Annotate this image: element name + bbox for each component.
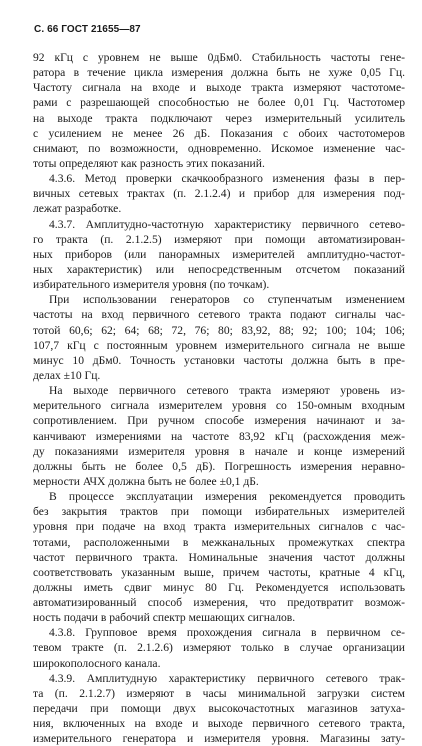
text-line: ратора в течение цикла измерения должна быть не хуже 0,05 Гц. xyxy=(33,66,405,80)
text-line: автоматизированный способ измерения, что предотвратит возмож- xyxy=(33,596,405,610)
text-line: тевом тракте (п. 2.1.2.6) измеряют только в случае организации xyxy=(33,641,405,655)
text-line: мерности АЧХ должна быть не более ±0,1 дБ. xyxy=(33,474,259,488)
text-line: При использовании генераторов со ступенчатым изменением xyxy=(49,293,405,307)
text-line: канчивают измерениями на частоте 83,92 кГц (расхождения меж- xyxy=(33,429,405,443)
text-line: должны быть не более 0,5 дБ). Погрешность измерения неравно- xyxy=(33,459,405,473)
page-header: С. 66 ГОСТ 21655—87 xyxy=(34,24,141,35)
text-line: ность подачи в рабочий спектр мешающих сигналов. xyxy=(33,611,296,625)
text-line: вичных сетевых трактах (п. 2.1.2.4) и прибор для измерения под- xyxy=(33,187,405,201)
text-line: лежат разработке. xyxy=(33,202,122,216)
text-line: частот первичного тракта. Номинальные значения частот должны xyxy=(33,550,405,564)
text-line: ных характеристик) или непосредственным отсчетом показаний xyxy=(33,262,405,276)
text-line: без закрытия трактов при помощи избирательных измерителей xyxy=(33,505,405,519)
text-line: тоты определяют как разность этих показаний. xyxy=(33,156,265,170)
text-line: соответствовать указанным выше, причем частоты, кратные 4 кГц, xyxy=(33,565,405,579)
document-body xyxy=(33,50,405,746)
text-line: та (п. 2.1.2.7) измеряют в часы минимальной загрузки систем xyxy=(33,686,405,700)
text-line: измерительного генератора и измерителя уровня. Магазины зату- xyxy=(33,732,405,746)
text-line: снимают, по возможности, одновременно. Искомое изменение час- xyxy=(33,141,405,155)
text-line: мерительного сигнала измерителем уровня со 150-омным входным xyxy=(33,399,405,413)
text-line: тотой 60,6; 62; 64; 68; 72, 76; 80; 83,92, 88; 92; 100; 104; 106; xyxy=(33,323,405,337)
text-line: делах ±10 Гц. xyxy=(33,368,101,382)
text-line: широкополосного канала. xyxy=(33,656,161,670)
text-line: Частоту сигнала на входе и выходе тракта измеряют частотоме- xyxy=(33,81,405,95)
text-line: частоты на вход первичного сетевого тракта подают сигналы час- xyxy=(33,308,405,322)
text-line: ния, включенных на входе и выходе первичного сетевого тракта, xyxy=(33,717,405,731)
text-line: должны иметь сдвиг минус 80 Гц. Рекомендуется использовать xyxy=(33,580,405,594)
text-line: 4.3.6. Метод проверки скачкообразного изменения фазы в пер- xyxy=(49,172,405,186)
text-line: 4.3.8. Групповое время прохождения сигнала в первичном се- xyxy=(49,626,405,640)
text-line: 4.3.7. Амплитудно-частотную характеристику первичного сетево- xyxy=(49,217,405,231)
text-line: с усилением не менее 26 дБ. Показания с обоих частотомеров xyxy=(33,126,405,140)
text-line: 4.3.9. Амплитудную характеристику первичного сетевого трак- xyxy=(49,671,405,685)
text-line: В процессе эксплуатации измерения рекомендуется проводить xyxy=(49,490,405,504)
text-line: 92 кГц с уровнем не выше 0дБм0. Стабильность частоты гене- xyxy=(33,51,405,64)
text-line: сопротивлением. При ручном способе измерения начинают и за- xyxy=(33,414,405,428)
text-line: передачи при помощи двух высокочастотных магазинов затуха- xyxy=(33,702,405,716)
text-line: рами с разрешающей способностью не более 0,01 Гц. Частотомер xyxy=(33,96,405,110)
text-line: На выходе первичного сетевого тракта измеряют уровень из- xyxy=(49,384,405,398)
text-line: на выходе тракта подключают через измерительный усилитель xyxy=(33,111,405,125)
text-line: го тракта (п. 2.1.2.5) измеряют при помощи автоматизирован- xyxy=(33,232,405,246)
text-line: ных приборов (или панорамных измерителей амплитудно-частот- xyxy=(33,247,405,261)
text-line: 107,7 кГц с постоянным уровнем измерительного сигнала не выше xyxy=(33,338,405,352)
text-line: ду показаниями измерителя уровня в начале и конце измерений xyxy=(33,444,405,458)
text-line: минус 10 дБм0. Точность установки частоты должна быть в пре- xyxy=(33,353,405,367)
text-line: избирательного измерителя уровня (по точкам). xyxy=(33,278,270,292)
text-line: тотами, расположенными в межканальных промежутках спектра xyxy=(33,535,405,549)
text-line: уровня при подаче на вход тракта измерительных сигналов с час- xyxy=(33,520,405,534)
